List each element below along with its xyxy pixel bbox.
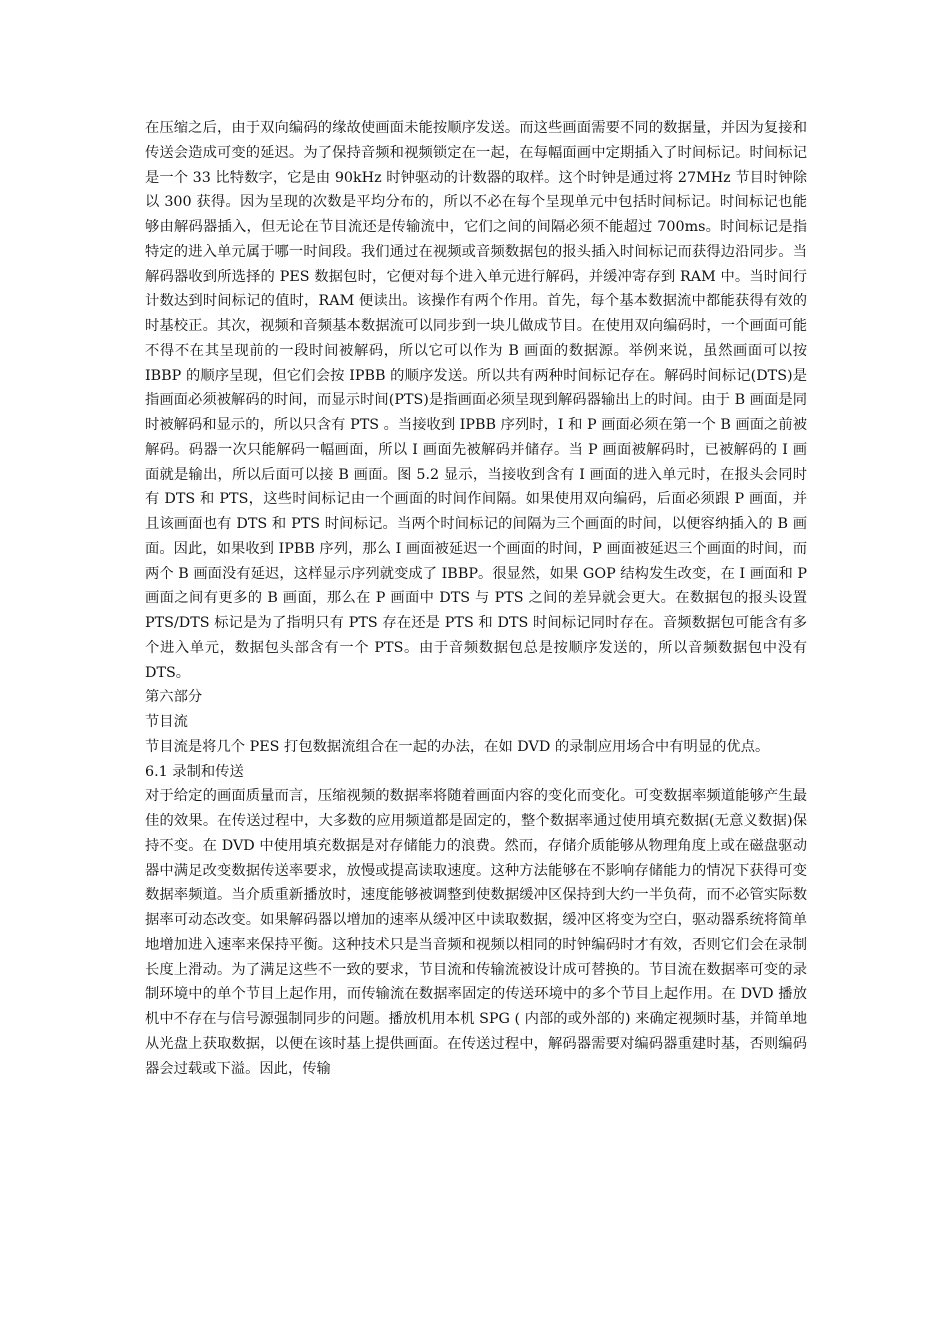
section-heading: 节目流	[145, 714, 188, 730]
body-paragraph-timestamps: 在压缩之后，由于双向编码的缘故使画面未能按顺序发送。而这些画面需要不同的数据量，并因为复接和传送会造成可变的延迟。为了保持音频和视频锁定在一起，在每幅面画中定期插入了时间标记。时间标记是一个 33 比特数字，它是由 90kHz 时钟驱动的计数器的取样。这个时钟是通过将 27MHz 节目时钟除以 300 获得。因为呈现的次数是平均分布的，所以不必在每个呈现单元中包括时间标记。时间标记也能够由解码器插入，但无论在节目流还是传输流中，它们之间的间隔必须不能超过 700ms。时间标记是指特定的进入单元属于哪一时间段。我们通过在视频或音频数据包的报头插入时间标记而获得边沿同步。当解码器收到所选择的 PES 数据包时，它便对每个进入单元进行解码，并缓冲寄存到 RAM 中。当时间行计数达到时间标记的值时，RAM 便读出。该操作有两个作用。首先，每个基本数据流中都能获得有效的时基校正。其次，视频和音频基本数据流可以同步到一块儿做成节目。在使用双向编码时，一个画面可能不得不在其呈现前的一段时间被解码，所以它可以作为 B 画面的数据源。举例来说，虽然画面可以按 IBBP 的顺序呈现，但它们会按 IPBB 的顺序发送。所以共有两种时间标记存在。解码时间标记(DTS)是指画面必须被解码的时间，而显示时间(PTS)是指画面必须呈现到解码器输出上的时间。由于 B 画面是同时被解码和显示的，所以只含有 PTS 。当接收到 IPBB 序列时，I 和 P 画面必须在第一个 B 画面之前被解码。码器一次只能解码一幅画面，所以 I 画面先被解码并储存。当 P 画面被解码时，已被解码的 I 画面就是输出，所以后面可以接 B 画面。图 5.2 显示，当接收到含有 I 画面的进入单元时，在报头会同时有 DTS 和 PTS，这些时间标记由一个画面的时间作间隔。如果使用双向编码，后面必须跟 P 画面，并且该画面也有 DTS 和 PTS 时间标记。当两个时间标记的间隔为三个画面的时间，以便容纳插入的 B 画面。因此，如果收到 IPBB 序列，那么 I 画面被延迟一个画面的时间，P 画面被延迟三个画面的时间，而两个 B 画面没有延迟，这样显示序列就变成了 IBBP。很显然，如果 GOP 结构发生改变，在 I 画面和 P 画面之间有更多的 B 画面，那么在 P 画面中 DTS 与 PTS 之间的差异就会更大。在数据包的报头设置 PTS/DTS 标记是为了指明只有 PTS 存在还是 PTS 和 DTS 时间标记同时存在。音频数据包可能含有多个进入单元，数据包头部含有一个 PTS。由于音频数据包总是按顺序发送的，所以音频数据包中没有 DTS。	[145, 120, 807, 681]
subsection-body-paragraph: 对于给定的画面质量而言，压缩视频的数据率将随着画面内容的变化而变化。可变数据率频道能够产生最佳的效果。在传送过程中，大多数的应用频道都是固定的，整个数据率通过使用填充数据(无意义数据)保持不变。在 DVD 中使用填充数据是对存储能力的浪费。然而，存储介质能够从物理角度上或在磁盘驱动器中满足改变数据传送率要求，放慢或提高读取速度。这种方法能够在不影响存储能力的情况下获得可变数据率频道。当介质重新播放时，速度能够被调整到使数据缓冲区保持到大约一半负荷，而不必管实际数据率可动态改变。如果解码器以增加的速率从缓冲区中读取数据，缓冲区将变为空白，驱动器系统将简单地增加进入速率来保持平衡。这种技术只是当音频和视频以相同的时钟编码时才有效，否则它们会在录制长度上滑动。为了满足这些不一致的要求，节目流和传输流被设计成可替换的。节目流在数据率可变的录制环境中的单个节目上起作用，而传输流在数据率固定的传送环境中的多个节目上起作用。在 DVD 播放机中不存在与信号源强制同步的问题。播放机用本机 SPG ( 内部的或外部的) 来确定视频时基，并简单地从光盘上获取数据，以便在该时基上提供画面。在传送过程中，解码器需要对编码器重建时基，否则编码器会过载或下溢。因此，传输	[145, 788, 807, 1077]
document-page	[145, 116, 807, 1081]
section-intro-paragraph: 节目流是将几个 PES 打包数据流组合在一起的办法，在如 DVD 的录制应用场合中有明显的优点。	[145, 738, 770, 755]
part-heading: 第六部分	[145, 689, 203, 706]
subsection-heading: 6.1 录制和传送	[145, 763, 244, 780]
